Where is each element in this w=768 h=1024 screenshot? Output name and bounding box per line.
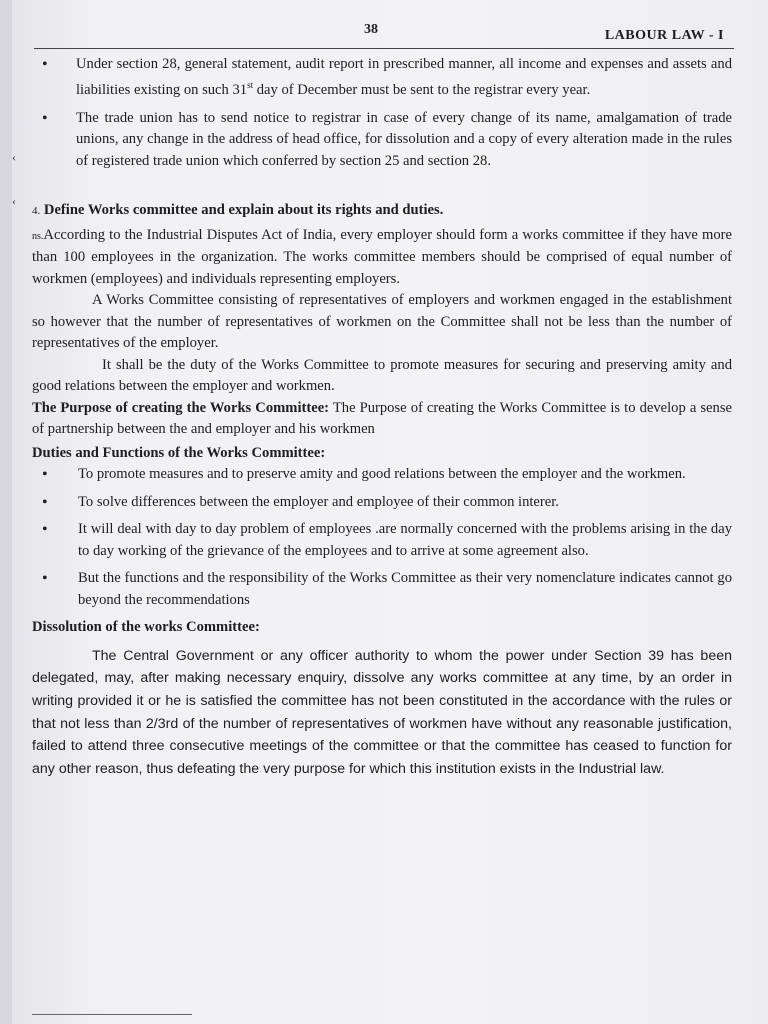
footer-rule (32, 1014, 192, 1015)
margin-mark: ‹ (12, 150, 16, 164)
running-title: LABOUR LAW - I (604, 28, 724, 43)
page-header (34, 20, 734, 49)
dissolution-heading: Dissolution of the works Committee: (32, 619, 260, 636)
list-item: • It will deal with day to day problem of employees .are normally concerned with the problems arising in the day to day working of the grievance of the employees and to arrive at some agreement also. (32, 519, 732, 562)
question-text: Define Works committee and explain about its rights and duties. (43, 202, 444, 219)
list-item: • The trade union has to send notice to registrar in case of every change of its name, amalgamation of trade unions, any change in the address of head office, for dissolution and a copy of every alteration made in the rules of registered trade union which conferred by section 25 and section 28. (32, 108, 732, 173)
purpose-label: The Purpose of creating the Works Committee: (32, 399, 330, 416)
intro-bullet-list (32, 54, 732, 172)
book-page (12, 0, 768, 1024)
answer-paragraph: A Works Committee consisting of representatives of employers and workmen engaged in the establishment so however that the number of representatives of workmen on the Committee shall not be less than the number of representatives of the employer. (32, 292, 732, 352)
list-item: • To promote measures and to preserve amity and good relations between the employer and the workmen. (32, 464, 732, 486)
page-content (32, 54, 732, 780)
dissolution-paragraph: The Central Government or any officer authority to whom the power under Section 39 has been delegated, may, after making necessary enquiry, dissolve any works committee at any time, by an order in writing provided it or he is satisfied the committee has not been constituted in the accordance with the rules or that not less than 2/3rd of the number of representatives of workmen have without any reasonable justification, failed to attend three consecutive meetings of the committee or that the committee has ceased to function for any other reason, thus defeating the very purpose for which this institution exists in the Industrial law. (32, 647, 732, 777)
duties-heading: Duties and Functions of the Works Committee: (32, 444, 326, 461)
answer-marker: ns. (32, 230, 44, 242)
list-item: • To solve differences between the employer and employee of their common interer. (32, 492, 732, 514)
duties-list (32, 464, 732, 611)
purpose-paragraph: The Purpose of creating the Works Committee: The Purpose of creating the Works Committee is to develop a sense of partnership between the and employer and his workmen (32, 399, 732, 438)
list-item: • Under section 28, general statement, audit report in prescribed manner, all income and expenses and assets and liabilities existing on such 31st day of December must be sent to the registrar every year. (32, 54, 732, 102)
answer-paragraph: It shall be the duty of the Works Committee to promote measures for securing and preserving amity and good relations between the employer and workmen. (32, 356, 732, 395)
page-number: 38 (364, 22, 378, 37)
question-number: 4. (32, 205, 41, 218)
question-heading (32, 200, 732, 223)
list-item: • But the functions and the responsibility of the Works Committee as their very nomenclature indicates cannot go beyond the recommendations (32, 568, 732, 611)
margin-mark: ‹ (12, 194, 16, 208)
answer-paragraph: ns.According to the Industrial Disputes Act of India, every employer should form a works committee if they have more than 100 employees in the organization. The works committee members should be comprised of equal number of workmen (employees) and individuals representing employers. (32, 226, 732, 287)
